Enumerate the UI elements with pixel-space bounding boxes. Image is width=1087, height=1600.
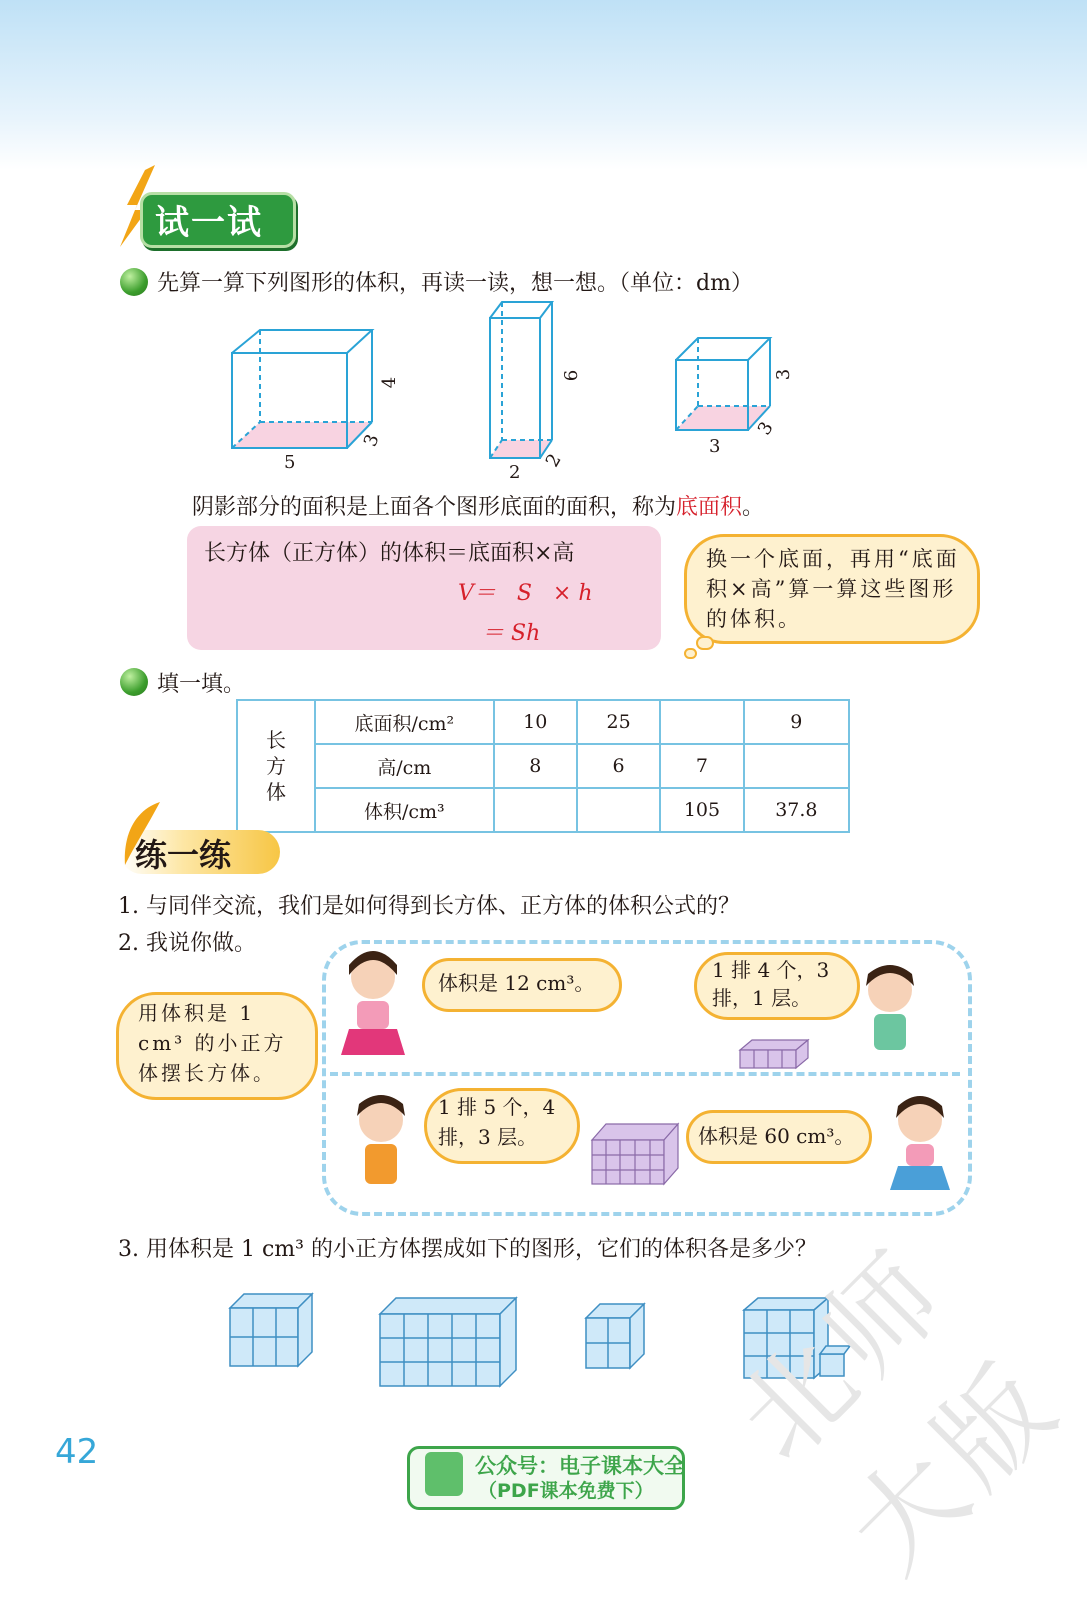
question-1: 1. 与同伴交流，我们是如何得到长方体、正方体的体积公式的？ [118,894,740,919]
bubble-b-text: 1 排 4 个，3 排，1 层。 [712,958,830,1010]
bubble-a-text: 体积是 12 cm³。 [438,971,595,995]
formula-line2: V＝ S × h [458,581,593,606]
bubble-c-text: 1 排 5 个，4 排，3 层。 [438,1095,556,1149]
question-2: 2. 我说你做。 [118,931,256,956]
shape2-height: 6 [561,369,583,382]
note-term: 底面积 [676,495,743,520]
fill-instruction: 填一填。 [157,672,246,697]
table-label: 底面积/cm² [315,700,494,744]
page-number: 42 [55,1432,99,1472]
footer-line1: 公众号：电子课本大全 [475,1454,685,1478]
footer-line2: （PDF课本免费下） [478,1480,654,1502]
question-3: 3. 用体积是 1 cm³ 的小正方体摆成如下的图形，它们的体积各是多少？ [118,1237,817,1262]
formula-line3: ＝ Sh [482,621,541,646]
shape1-width: 3 [359,431,384,450]
table-cell[interactable]: 25 [577,700,660,744]
shape3-width: 3 [753,418,778,439]
table-cell: 9 [744,700,849,744]
table-cell: 7 [660,744,743,788]
shape2-width: 2 [541,450,566,471]
watermark: 北师大版 [713,1224,1086,1597]
shape3-length: 3 [709,436,721,457]
table-cell: 10 [494,700,577,744]
table-cell: 105 [660,788,743,832]
formula-line1: 长方体（正方体）的体积＝底面积×高 [204,541,575,566]
table-cell: 37.8 [744,788,849,832]
shape1-height: 4 [379,376,401,389]
table-label: 体积/cm³ [315,788,494,832]
bubble-d-text: 体积是 60 cm³。 [698,1124,855,1148]
shape1-length: 5 [284,452,296,473]
practice-title: 练一练 [135,836,232,874]
shape3-height: 3 [773,368,795,381]
table-row-header: 长方体 [237,700,315,832]
table-cell: 8 [494,744,577,788]
note-text: 阴影部分的面积是上面各个图形底面的面积，称为 [192,495,677,520]
book-icon [425,1452,463,1496]
hint-bubble-text: 换一个底面，再用“底面积×高”算一算这些图形的体积。 [706,547,960,631]
try-instruction: 先算一算下列图形的体积，再读一读，想一想。（单位：dm） [157,271,753,296]
note-end: 。 [742,495,765,520]
left-bubble-text: 用体积是 1 cm³ 的小正方体摆长方体。 [138,1001,287,1085]
table-label: 高/cm [315,744,494,788]
table-cell: 6 [577,744,660,788]
shape2-length: 2 [509,462,521,483]
try-title: 试一试 [155,203,263,243]
